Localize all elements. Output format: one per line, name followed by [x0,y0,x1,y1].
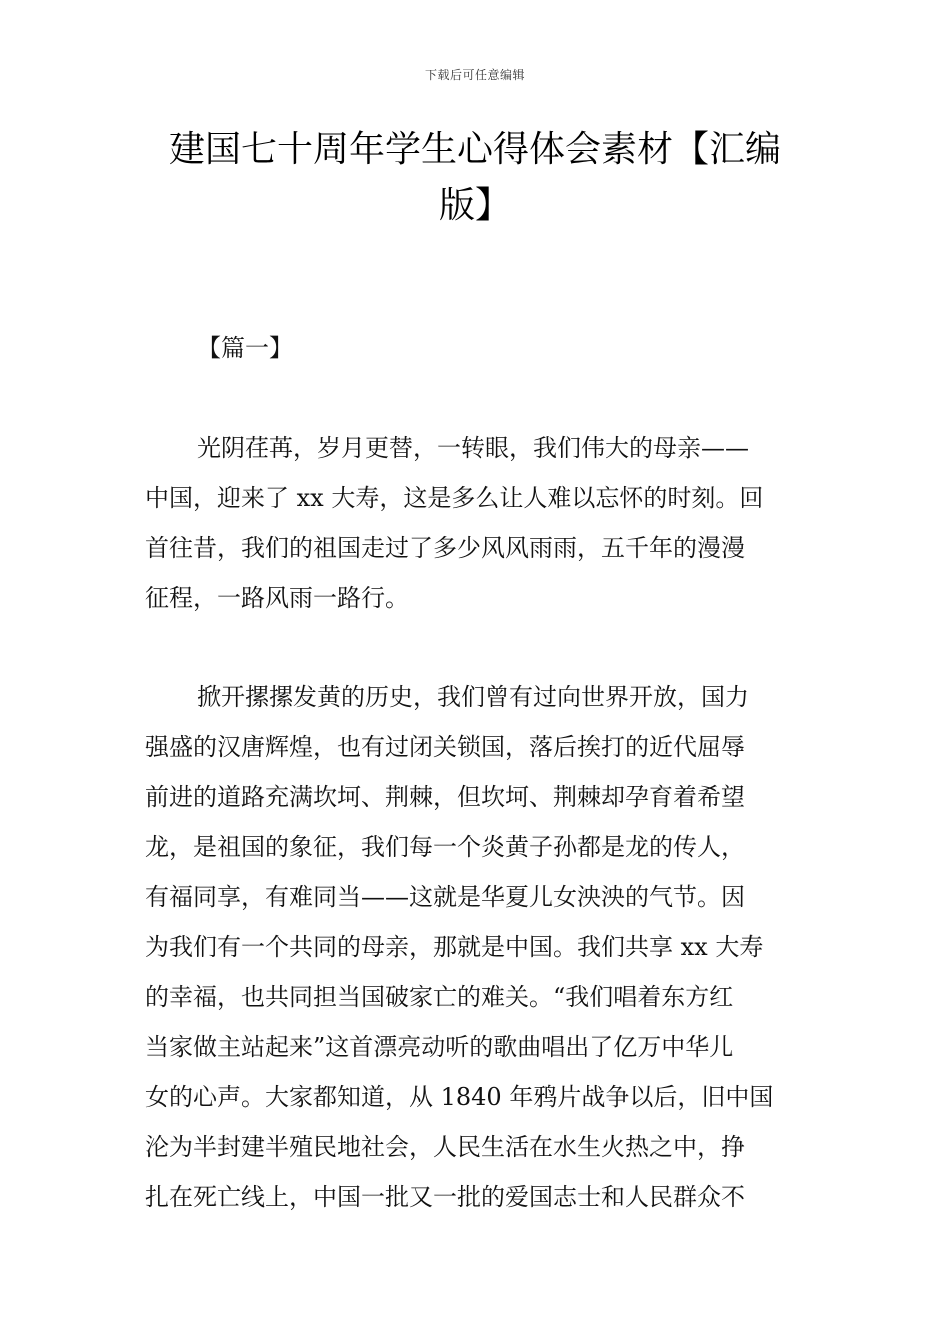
paragraph-line: 中国，迎来了 xx 大寿，这是多么让人难以忘怀的时刻。回 [145,484,764,512]
paragraph-line: 掀开摞摞发黄的历史，我们曾有过向世界开放，国力 [197,683,749,711]
paragraph-line: 沦为半封建半殖民地社会，人民生活在水生火热之中，挣 [145,1133,745,1161]
paragraph-line: 龙，是祖国的象征，我们每一个炎黄子孙都是龙的传人， [145,833,745,861]
paragraph-1 [145,423,805,623]
paragraph-line: 前进的道路充满坎坷、荆棘，但坎坷、荆棘却孕育着希望 [145,783,745,811]
paragraph-line: 征程，一路风雨一路行。 [145,584,409,612]
title-line-1: 建国七十周年学生心得体会素材【汇编 [168,129,781,170]
document-title [145,122,805,234]
title-line-2: 版】 [438,185,511,226]
header-note: 下载后可任意编辑 [424,68,525,82]
paragraph-line: 的幸福，也共同担当国破家亡的难关。“我们唱着东方红 [145,983,734,1011]
paragraph-line: 光阴荏苒，岁月更替，一转眼，我们伟大的母亲—— [197,434,749,462]
paragraph-line: 扎在死亡线上，中国一批又一批的爱国志士和人民群众不 [145,1183,745,1211]
paragraph-line: 首往昔，我们的祖国走过了多少风风雨雨，五千年的漫漫 [145,534,745,562]
paragraph-line: 女的心声。大家都知道，从 1840 年鸦片战争以后，旧中国 [145,1083,774,1111]
paragraph-2 [145,672,805,1222]
section-label: 【篇一】 [197,334,293,362]
paragraph-line: 为我们有一个共同的母亲，那就是中国。我们共享 xx 大寿 [145,933,764,961]
paragraph-line: 有福同享，有难同当——这就是华夏儿女泱泱的气节。因 [145,883,745,911]
paragraph-line: 当家做主站起来”这首漂亮动听的歌曲唱出了亿万中华儿 [145,1033,734,1061]
paragraph-line: 强盛的汉唐辉煌，也有过闭关锁国，落后挨打的近代屈辱 [145,733,745,761]
